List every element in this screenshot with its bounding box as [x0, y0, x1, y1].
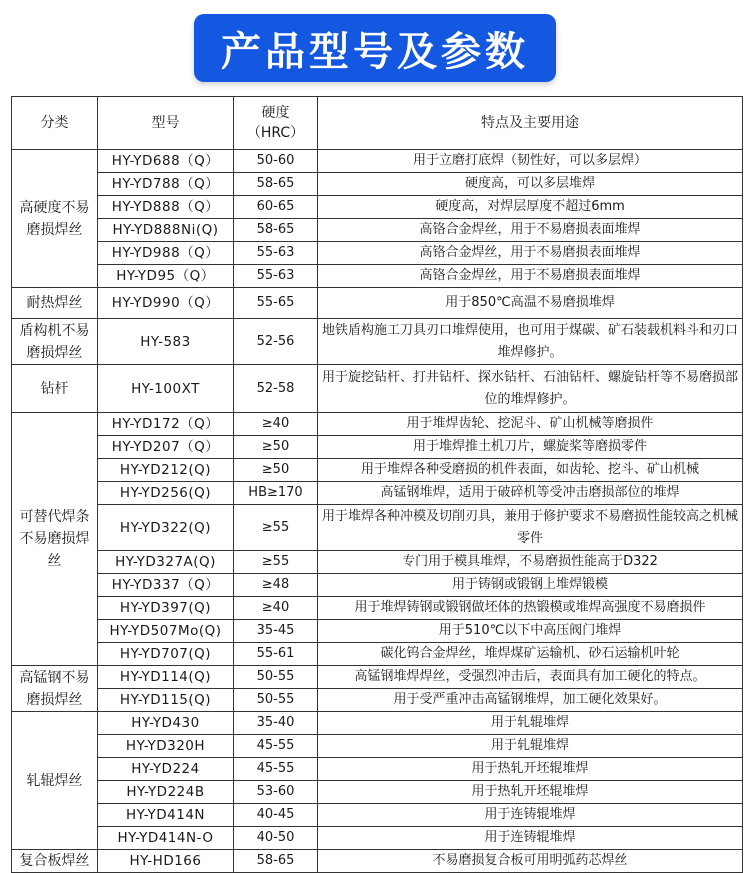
- hardness-cell: 60-65: [234, 196, 318, 219]
- hardness-cell: ≥48: [234, 574, 318, 597]
- table-row: [12, 265, 743, 288]
- hardness-cell: 58-65: [234, 219, 318, 242]
- table-row: [12, 574, 743, 597]
- hardness-cell: 40-45: [234, 804, 318, 827]
- table-row: [12, 551, 743, 574]
- hardness-cell: 35-40: [234, 712, 318, 735]
- table-body: [12, 150, 743, 873]
- model-cell: HY-YD95（Q）: [98, 265, 234, 288]
- hardness-cell: 55-63: [234, 265, 318, 288]
- hardness-cell: 53-60: [234, 781, 318, 804]
- category-cell: 高锰钢不易磨损焊丝: [12, 666, 98, 712]
- features-cell: 用于轧辊堆焊: [318, 712, 743, 735]
- features-cell: 高铬合金焊丝，用于不易磨损表面堆焊: [318, 242, 743, 265]
- model-cell: HY-YD327A(Q): [98, 551, 234, 574]
- features-cell: 用于轧辊堆焊: [318, 735, 743, 758]
- features-cell: 用于堆焊各种受磨损的机件表面，如齿轮、挖斗、矿山机械: [318, 459, 743, 482]
- table-row: [12, 735, 743, 758]
- features-cell: 用于堆焊推土机刀片，螺旋桨等磨损零件: [318, 436, 743, 459]
- model-cell: HY-YD888Ni(Q): [98, 219, 234, 242]
- model-cell: HY-100XT: [98, 365, 234, 413]
- table-row: [12, 620, 743, 643]
- table-row: [12, 804, 743, 827]
- model-cell: HY-YD988（Q）: [98, 242, 234, 265]
- features-cell: 用于受严重冲击高锰钢堆焊，加工硬化效果好。: [318, 689, 743, 712]
- table-row: [12, 459, 743, 482]
- table-row: [12, 413, 743, 436]
- model-cell: HY-YD788（Q）: [98, 173, 234, 196]
- features-cell: 用于510℃以下中高压阀门堆焊: [318, 620, 743, 643]
- features-cell: 用于热轧开坯辊堆焊: [318, 758, 743, 781]
- table-row: [12, 689, 743, 712]
- model-cell: HY-YD115(Q): [98, 689, 234, 712]
- hardness-cell: 55-61: [234, 643, 318, 666]
- model-cell: HY-YD414N: [98, 804, 234, 827]
- model-cell: HY-HD166: [98, 850, 234, 873]
- model-cell: HY-YD224: [98, 758, 234, 781]
- model-cell: HY-YD507Mo(Q): [98, 620, 234, 643]
- model-cell: HY-YD707(Q): [98, 643, 234, 666]
- category-cell: 复合板焊丝: [12, 850, 98, 873]
- table-row: [12, 827, 743, 850]
- hardness-cell: ≥50: [234, 459, 318, 482]
- hardness-cell: HB≥170: [234, 482, 318, 505]
- features-cell: 用于立磨打底焊（韧性好，可以多层焊）: [318, 150, 743, 173]
- page-title: 产品型号及参数: [221, 28, 529, 75]
- hardness-cell: 55-65: [234, 288, 318, 319]
- header-category: 分类: [12, 97, 98, 150]
- hardness-cell: 50-60: [234, 150, 318, 173]
- table-row: [12, 482, 743, 505]
- category-cell: 盾构机不易磨损焊丝: [12, 319, 98, 365]
- hardness-cell: ≥55: [234, 551, 318, 574]
- table-row: [12, 288, 743, 319]
- table-row: [12, 643, 743, 666]
- features-cell: 用于连铸辊堆焊: [318, 804, 743, 827]
- features-cell: 专门用于模具堆焊，不易磨损性能高于D322: [318, 551, 743, 574]
- features-cell: 用于铸钢或锻钢上堆焊锻模: [318, 574, 743, 597]
- features-cell: 地铁盾构施工刀具刃口堆焊使用，也可用于煤碳、矿石装载机料斗和刃口堆焊修护。: [318, 319, 743, 365]
- model-cell: HY-YD688（Q）: [98, 150, 234, 173]
- table-row: [12, 436, 743, 459]
- model-cell: HY-YD414N-O: [98, 827, 234, 850]
- header-hardness: 硬度 （HRC）: [234, 97, 318, 150]
- header-row: [12, 97, 743, 150]
- hardness-cell: ≥55: [234, 505, 318, 551]
- table-row: [12, 758, 743, 781]
- model-cell: HY-YD990（Q）: [98, 288, 234, 319]
- features-cell: 碳化钨合金焊丝，堆焊煤矿运输机、砂石运输机叶轮: [318, 643, 743, 666]
- table-row: [12, 666, 743, 689]
- features-cell: 用于连铸辊堆焊: [318, 827, 743, 850]
- hardness-cell: 58-65: [234, 850, 318, 873]
- hardness-cell: ≥50: [234, 436, 318, 459]
- table-row: [12, 365, 743, 413]
- header-features: 特点及主要用途: [318, 97, 743, 150]
- features-cell: 用于堆焊齿轮、挖泥斗、矿山机械等磨损件: [318, 413, 743, 436]
- model-cell: HY-YD212(Q): [98, 459, 234, 482]
- model-cell: HY-YD207（Q）: [98, 436, 234, 459]
- model-cell: HY-YD320H: [98, 735, 234, 758]
- table-row: [12, 781, 743, 804]
- hardness-cell: 45-55: [234, 758, 318, 781]
- table-row: [12, 150, 743, 173]
- features-cell: 用于热轧开坯辊堆焊: [318, 781, 743, 804]
- hardness-cell: 45-55: [234, 735, 318, 758]
- category-cell: 耐热焊丝: [12, 288, 98, 319]
- hardness-cell: ≥40: [234, 597, 318, 620]
- features-cell: 用于堆焊铸钢或锻钢做坯体的热锻模或堆焊高强度不易磨损件: [318, 597, 743, 620]
- features-cell: 硬度高，可以多层堆焊: [318, 173, 743, 196]
- features-cell: 高锰钢堆焊焊丝，受强烈冲击后，表面具有加工硬化的特点。: [318, 666, 743, 689]
- features-cell: 高锰钢堆焊，适用于破碎机等受冲击磨损部位的堆焊: [318, 482, 743, 505]
- title-banner: [194, 14, 556, 82]
- hardness-cell: 58-65: [234, 173, 318, 196]
- features-cell: 高铬合金焊丝，用于不易磨损表面堆焊: [318, 219, 743, 242]
- features-cell: 高铬合金焊丝，用于不易磨损表面堆焊: [318, 265, 743, 288]
- hardness-cell: 50-55: [234, 666, 318, 689]
- table-row: [12, 173, 743, 196]
- table-row: [12, 712, 743, 735]
- model-cell: HY-YD322(Q): [98, 505, 234, 551]
- hardness-cell: 52-58: [234, 365, 318, 413]
- model-cell: HY-YD397(Q): [98, 597, 234, 620]
- features-cell: 用于850℃高温不易磨损堆焊: [318, 288, 743, 319]
- category-cell: 钻杆: [12, 365, 98, 413]
- model-cell: HY-YD430: [98, 712, 234, 735]
- features-cell: 不易磨损复合板可用明弧药芯焊丝: [318, 850, 743, 873]
- category-cell: 可替代焊条不易磨损焊丝: [12, 413, 98, 666]
- table-row: [12, 505, 743, 551]
- model-cell: HY-YD114(Q): [98, 666, 234, 689]
- table-row: [12, 219, 743, 242]
- hardness-cell: 52-56: [234, 319, 318, 365]
- model-cell: HY-YD172（Q）: [98, 413, 234, 436]
- table-row: [12, 850, 743, 873]
- model-cell: HY-YD337（Q）: [98, 574, 234, 597]
- table-row: [12, 242, 743, 265]
- table-row: [12, 319, 743, 365]
- model-cell: HY-YD256(Q): [98, 482, 234, 505]
- category-cell: 轧辊焊丝: [12, 712, 98, 850]
- hardness-cell: 35-45: [234, 620, 318, 643]
- header-model: 型号: [98, 97, 234, 150]
- table-row: [12, 196, 743, 219]
- hardness-cell: 50-55: [234, 689, 318, 712]
- hardness-cell: 40-50: [234, 827, 318, 850]
- features-cell: 用于堆焊各种冲模及切削刃具，兼用于修护要求不易磨损性能较高之机械零件: [318, 505, 743, 551]
- hardness-cell: ≥40: [234, 413, 318, 436]
- features-cell: 用于旋挖钻杆、打井钻杆、探水钻杆、石油钻杆、螺旋钻杆等不易磨损部位的堆焊修护。: [318, 365, 743, 413]
- hardness-cell: 55-63: [234, 242, 318, 265]
- features-cell: 硬度高，对焊层厚度不超过6mm: [318, 196, 743, 219]
- model-cell: HY-YD224B: [98, 781, 234, 804]
- table-row: [12, 597, 743, 620]
- category-cell: 高硬度不易磨损焊丝: [12, 150, 98, 288]
- product-table: [11, 96, 743, 873]
- model-cell: HY-583: [98, 319, 234, 365]
- model-cell: HY-YD888（Q）: [98, 196, 234, 219]
